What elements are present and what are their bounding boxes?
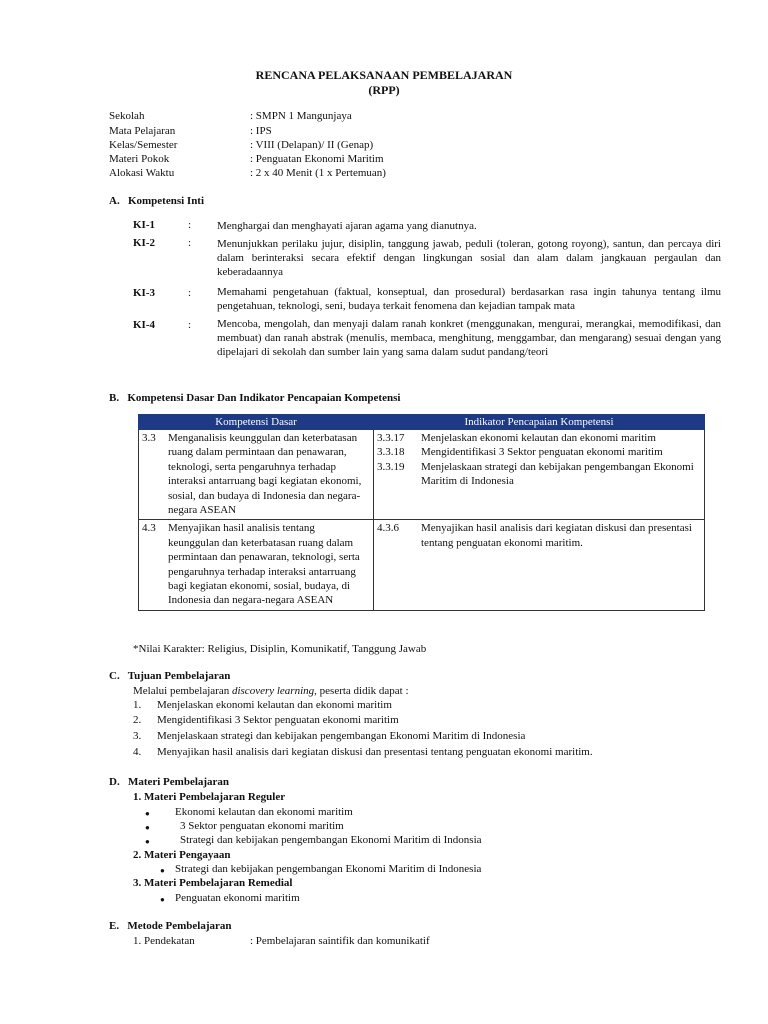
ki-4-code: KI-4 bbox=[133, 319, 155, 331]
table-row bbox=[139, 520, 705, 610]
identity-value-topic: : Penguatan Ekonomi Maritim bbox=[250, 153, 384, 165]
ki-3-code: KI-3 bbox=[133, 287, 155, 299]
kd-text: Menganalisis keunggulan dan keterbatasan ruang dalam permintaan dan penawaran, teknologi, serta pengaruhnya terhadap interaksi antarruang bagi kegiatan ekonomi, sosial, dan budaya di Indonesia dan negara-negara ASEAN bbox=[168, 432, 362, 517]
subsection-enrichment-heading: 2. Materi Pengayaan bbox=[133, 849, 231, 861]
identity-label-topic: Materi Pokok bbox=[109, 153, 170, 165]
ki-2-code: KI-2 bbox=[133, 237, 155, 249]
indicator-item bbox=[377, 460, 701, 489]
indicator-text: Menyajikan hasil analisis dari kegiatan diskusi dan presentasi tentang penguatan ekonomi maritim. bbox=[421, 522, 692, 549]
regular-material-item: Strategi dan kebijakan pengembangan Ekonomi Maritim di Indonsia bbox=[180, 834, 482, 846]
intro-prefix: Melalui pembelajaran bbox=[133, 685, 232, 697]
goal-number: 2. bbox=[133, 714, 142, 726]
indicator-item bbox=[377, 431, 701, 445]
identity-label-subject: Mata Pelajaran bbox=[109, 125, 176, 137]
ki-4-colon: : bbox=[188, 319, 192, 331]
character-values-note: *Nilai Karakter: Religius, Disiplin, Komunikatif, Tanggung Jawab bbox=[133, 643, 427, 655]
identity-value-time: : 2 x 40 Menit (1 x Pertemuan) bbox=[250, 167, 386, 179]
indicator-number: 3.3.17 bbox=[377, 432, 405, 444]
goal-number: 4. bbox=[133, 746, 142, 758]
bullet-icon: ● bbox=[145, 823, 150, 832]
goal-number: 1. bbox=[133, 699, 142, 711]
indicator-item bbox=[377, 521, 701, 550]
kd-text: Menyajikan hasil analisis tentang keunggulan dan keterbatasan ruang dalam permintaan dan penawaran, teknologi, serta pengaruhnya terhadap interaksi antarruang bagi kegiatan ekonomi, sosial, budaya, di Indonesia dan negara-negara ASEAN bbox=[168, 522, 360, 607]
column-header-kd: Kompetensi Dasar bbox=[139, 415, 374, 430]
intro-suffix: , peserta didik dapat : bbox=[314, 685, 409, 697]
ki-2-colon: : bbox=[188, 237, 192, 249]
document-subtitle: (RPP) bbox=[368, 83, 400, 97]
goal-text: Menyajikan hasil analisis dari kegiatan diskusi dan presentasi tentang penguatan ekonomi maritim. bbox=[157, 746, 593, 758]
enrichment-material-item: Strategi dan kebijakan pengembangan Ekonomi Maritim di Indonesia bbox=[175, 863, 482, 875]
kd-cell bbox=[139, 430, 374, 520]
kd-cell bbox=[139, 520, 374, 610]
approach-label: 1. Pendekatan bbox=[133, 935, 195, 947]
goal-number: 3. bbox=[133, 730, 142, 742]
indicator-number: 3.3.18 bbox=[377, 446, 405, 459]
identity-label-class: Kelas/Semester bbox=[109, 139, 178, 151]
table-row bbox=[139, 430, 705, 520]
goal-text: Menjelaskaan strategi dan kebijakan pengembangan Ekonomi Maritim di Indonesia bbox=[157, 730, 526, 742]
ki-2-text: Menunjukkan perilaku jujur, disiplin, tanggung jawab, peduli (toleran, gotong royong), santun, dan percaya diri dalam berinteraksi secara efektif dengan lingkungan sosial dan alam dalam jangkauan pergaulan dan keberadaannya bbox=[217, 238, 721, 278]
indicator-number: 4.3.6 bbox=[377, 522, 399, 535]
identity-label-school: Sekolah bbox=[109, 110, 145, 122]
subsection-regular-heading: 1. Materi Pembelajaran Reguler bbox=[133, 791, 286, 803]
intro-method: discovery learning bbox=[231, 685, 315, 697]
document-title: RENCANA PELAKSANAAN PEMBELAJARAN bbox=[255, 68, 513, 82]
indicator-cell bbox=[374, 520, 705, 610]
bullet-icon: ● bbox=[145, 809, 150, 818]
regular-material-item: 3 Sektor penguatan ekonomi maritim bbox=[180, 820, 344, 832]
kd-number: 3.3 bbox=[142, 432, 156, 444]
indicator-text: Menjelaskan ekonomi kelautan dan ekonomi maritim bbox=[421, 432, 656, 444]
bullet-icon: ● bbox=[160, 895, 165, 904]
section-e-heading: E. Metode Pembelajaran bbox=[109, 920, 232, 932]
indicator-item bbox=[377, 445, 701, 459]
section-a-heading: A. Kompetensi Inti bbox=[109, 195, 205, 207]
section-c-intro bbox=[133, 685, 409, 697]
approach-value: : Pembelajaran saintifik dan komunikatif bbox=[250, 935, 430, 947]
section-c-heading: C. Tujuan Pembelajaran bbox=[109, 670, 231, 682]
identity-label-time: Alokasi Waktu bbox=[109, 167, 175, 179]
indicator-number: 3.3.19 bbox=[377, 460, 405, 473]
section-b-heading: B. Kompetensi Dasar Dan Indikator Pencapaian Kompetensi bbox=[109, 392, 401, 404]
identity-value-school: : SMPN 1 Mangunjaya bbox=[250, 110, 352, 122]
indicator-text: Mengidentifikasi 3 Sektor penguatan ekonomi maritim bbox=[421, 446, 663, 459]
section-d-heading: D. Materi Pembelajaran bbox=[109, 776, 230, 788]
indicator-text: Menjelaskaan strategi dan kebijakan pengembangan Ekonomi Maritim di Indonesia bbox=[421, 460, 694, 488]
ki-3-colon: : bbox=[188, 287, 192, 299]
regular-material-item: Ekonomi kelautan dan ekonomi maritim bbox=[175, 806, 353, 818]
subsection-remedial-heading: 3. Materi Pembelajaran Remedial bbox=[133, 877, 293, 889]
column-header-indicator: Indikator Pencapaian Kompetensi bbox=[374, 415, 705, 430]
kd-number: 4.3 bbox=[142, 522, 156, 535]
remedial-material-item: Penguatan ekonomi maritim bbox=[175, 892, 300, 904]
identity-value-subject: : IPS bbox=[250, 125, 272, 137]
ki-4-text: Mencoba, mengolah, dan menyaji dalam ranah konkret (menggunakan, mengurai, merangkai, memodifikasi, dan membuat) dan ranah abstrak (menulis, membaca, menghitung, menggambar, dan mengarang) sesuai dengan yang dipelajari di sekolah dan sumber lain yang sama dalam sudut pandang/teori bbox=[217, 318, 721, 358]
ki-1-code: KI-1 bbox=[133, 219, 155, 231]
ki-3-text: Memahami pengetahuan (faktual, konseptual, dan prosedural) berdasarkan rasa ingin tahunya tentang ilmu pengetahuan, teknologi, seni, budaya terkait fenomena dan kejadian tampak mata bbox=[217, 286, 721, 312]
bullet-icon: ● bbox=[145, 837, 150, 846]
goal-text: Mengidentifikasi 3 Sektor penguatan ekonomi maritim bbox=[157, 714, 399, 726]
bullet-icon: ● bbox=[160, 866, 165, 875]
indicator-cell bbox=[374, 430, 705, 520]
identity-value-class: : VIII (Delapan)/ II (Genap) bbox=[250, 139, 374, 151]
ki-1-text: Menghargai dan menghayati ajaran agama yang dianutnya. bbox=[217, 220, 477, 232]
ki-1-colon: : bbox=[188, 219, 192, 231]
competency-table bbox=[138, 414, 705, 611]
goal-text: Menjelaskan ekonomi kelautan dan ekonomi maritim bbox=[157, 699, 392, 711]
